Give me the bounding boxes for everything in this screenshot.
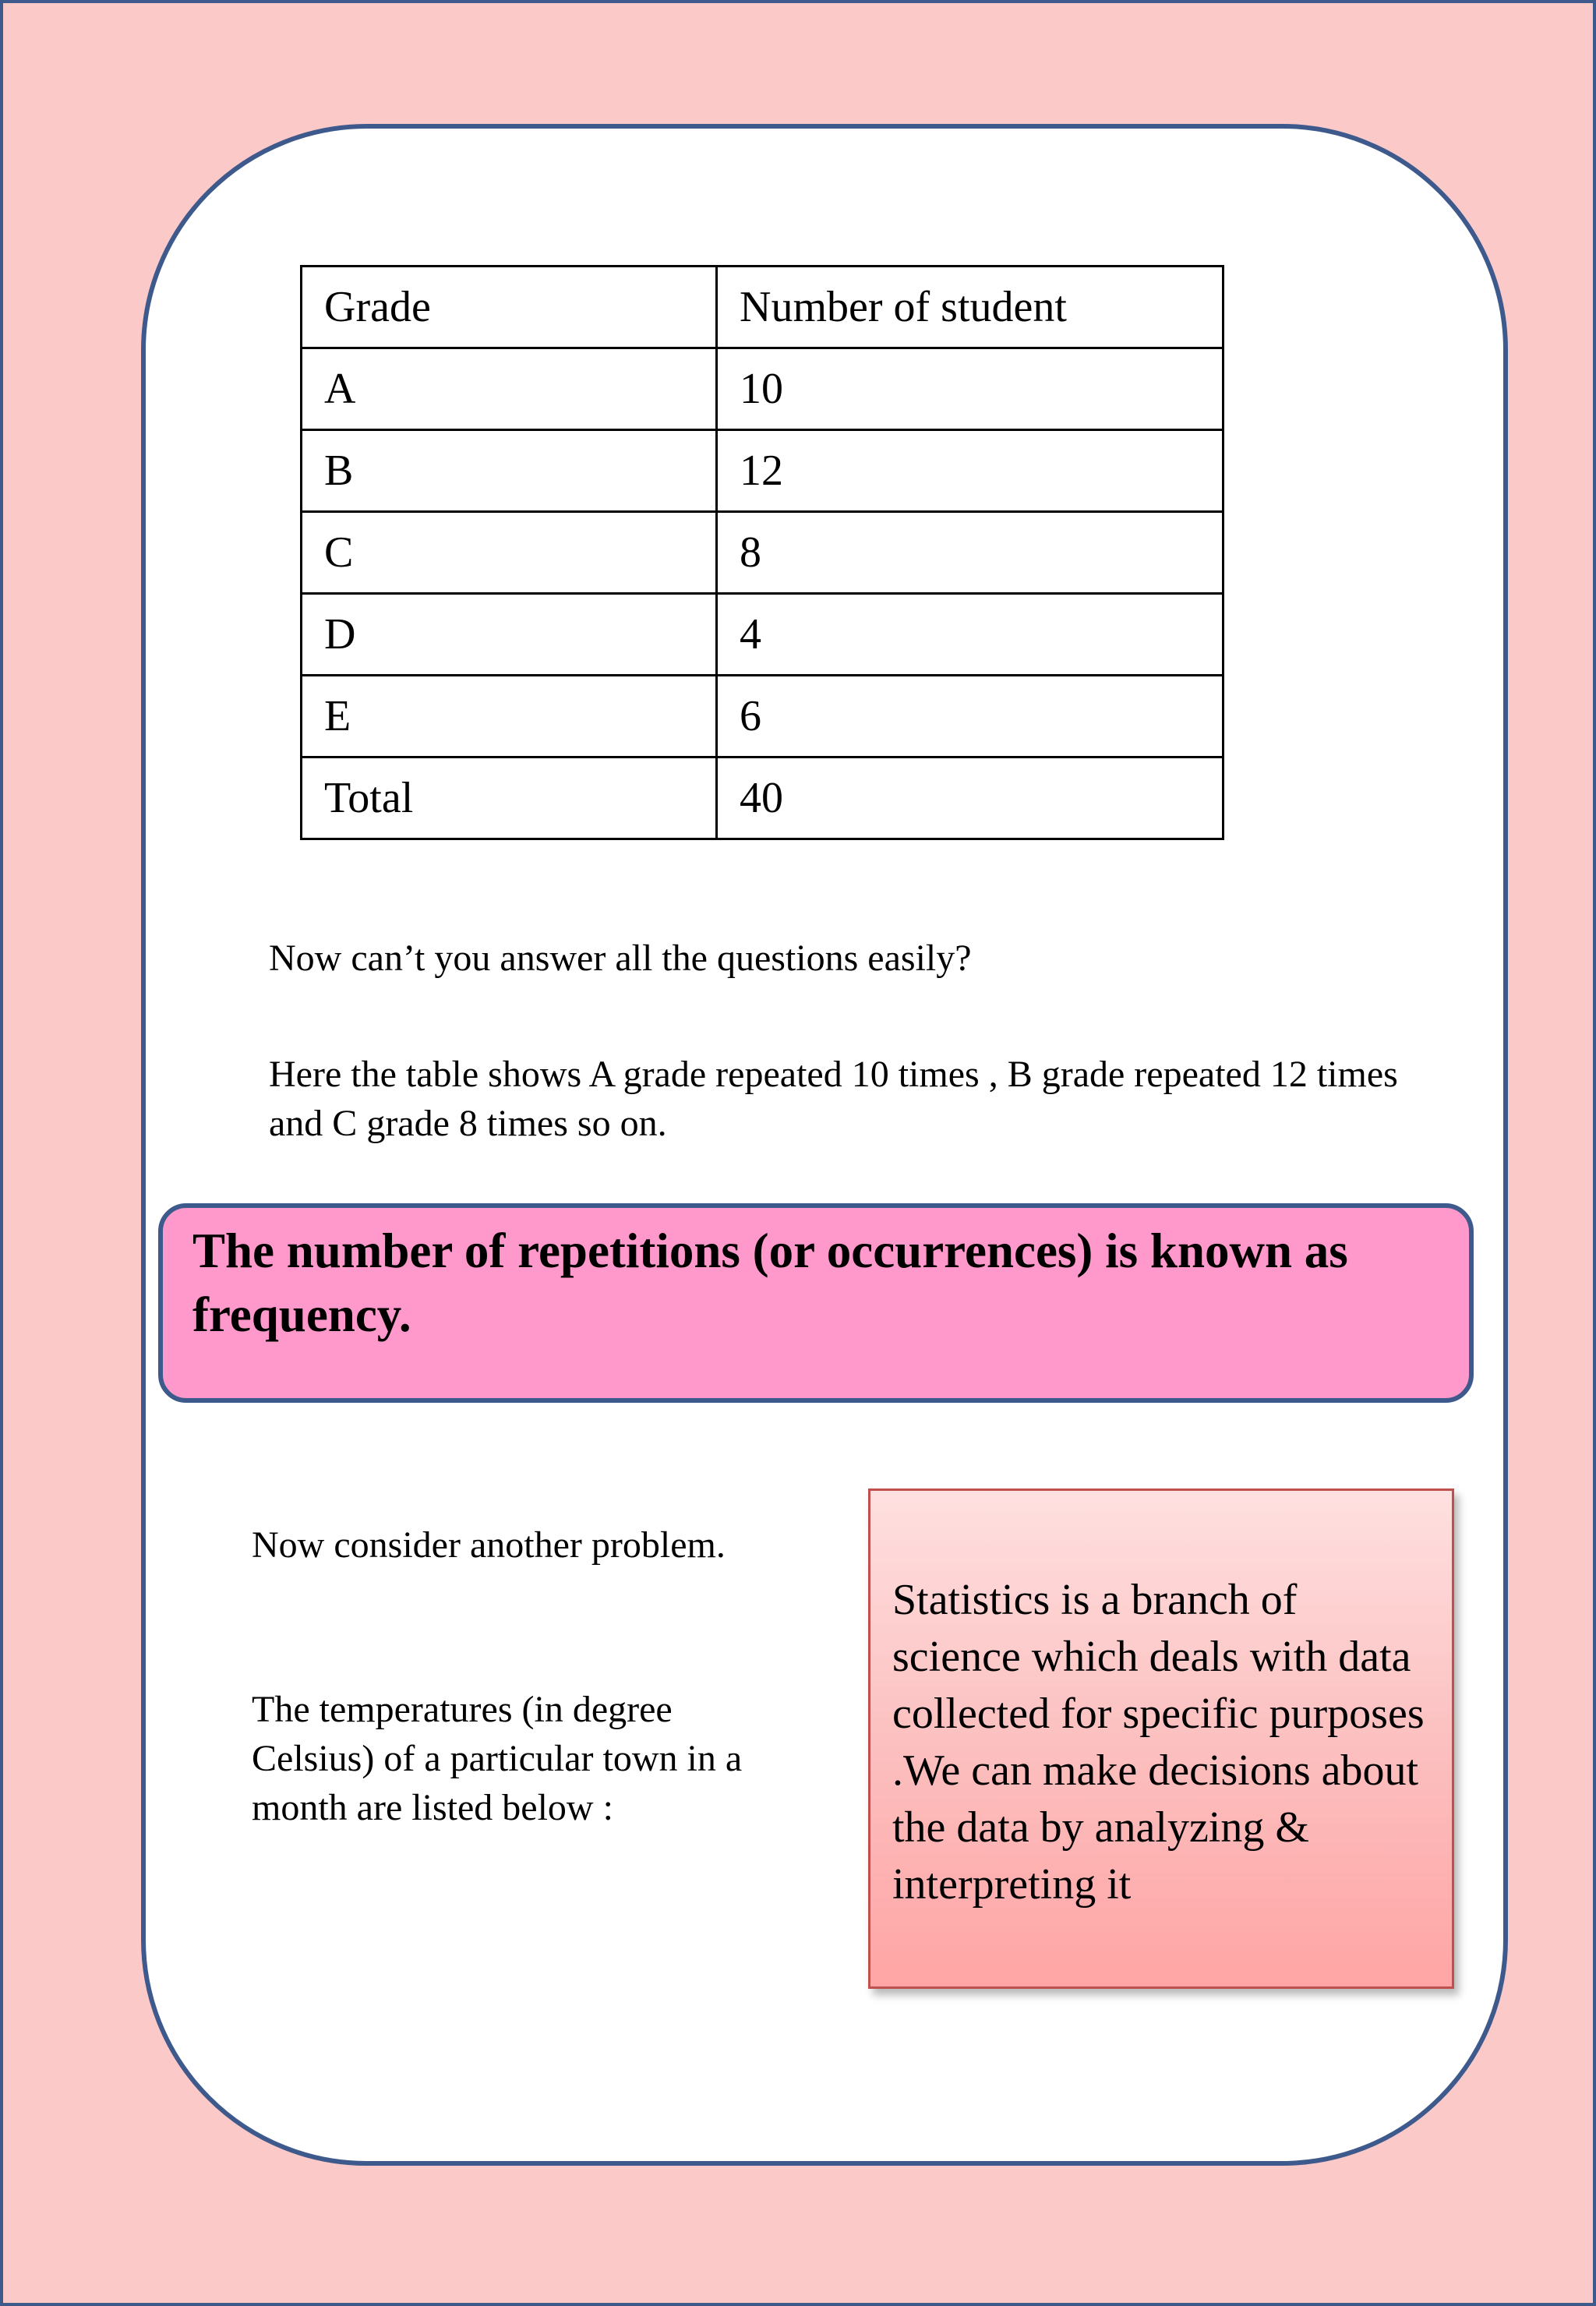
question-text: Now can’t you answer all the questions easily?: [269, 938, 972, 979]
table-cell-count: 10: [717, 348, 1223, 430]
explanation-text: Here the table shows A grade repeated 10 times , B grade repeated 12 times and C grade 8 times so on.: [269, 1054, 1398, 1144]
table-cell-count: 6: [717, 676, 1223, 757]
statistics-definition-box: Statistics is a branch of science which deals with data collected for specific purposes .We can make decisions about the data by analyzing & interpreting it: [868, 1488, 1454, 1989]
temperature-intro-text: The temperatures (in degree Celsius) of a particular town in a month are listed below :: [252, 1689, 743, 1828]
next-problem-text: Now consider another problem.: [252, 1524, 726, 1566]
table-row: [302, 594, 1223, 676]
table-row: [302, 348, 1223, 430]
table-row: [302, 676, 1223, 757]
table-cell-count: 12: [717, 430, 1223, 512]
table-header-row: [302, 267, 1223, 348]
grade-frequency-table: [300, 265, 1224, 840]
table-cell-grade: A: [302, 348, 717, 430]
table-cell-total-value: 40: [717, 757, 1223, 839]
frequency-definition-callout: The number of repetitions (or occurrences) is known as frequency.: [158, 1203, 1474, 1403]
table-cell-grade: B: [302, 430, 717, 512]
table-cell-total-label: Total: [302, 757, 717, 839]
table-header-number: Number of student: [717, 267, 1223, 348]
table-total-row: [302, 757, 1223, 839]
table-row: [302, 512, 1223, 594]
table-cell-grade: C: [302, 512, 717, 594]
table-cell-count: 4: [717, 594, 1223, 676]
table-row: [302, 430, 1223, 512]
table-cell-count: 8: [717, 512, 1223, 594]
table-header-grade: Grade: [302, 267, 717, 348]
table-cell-grade: E: [302, 676, 717, 757]
table-cell-grade: D: [302, 594, 717, 676]
